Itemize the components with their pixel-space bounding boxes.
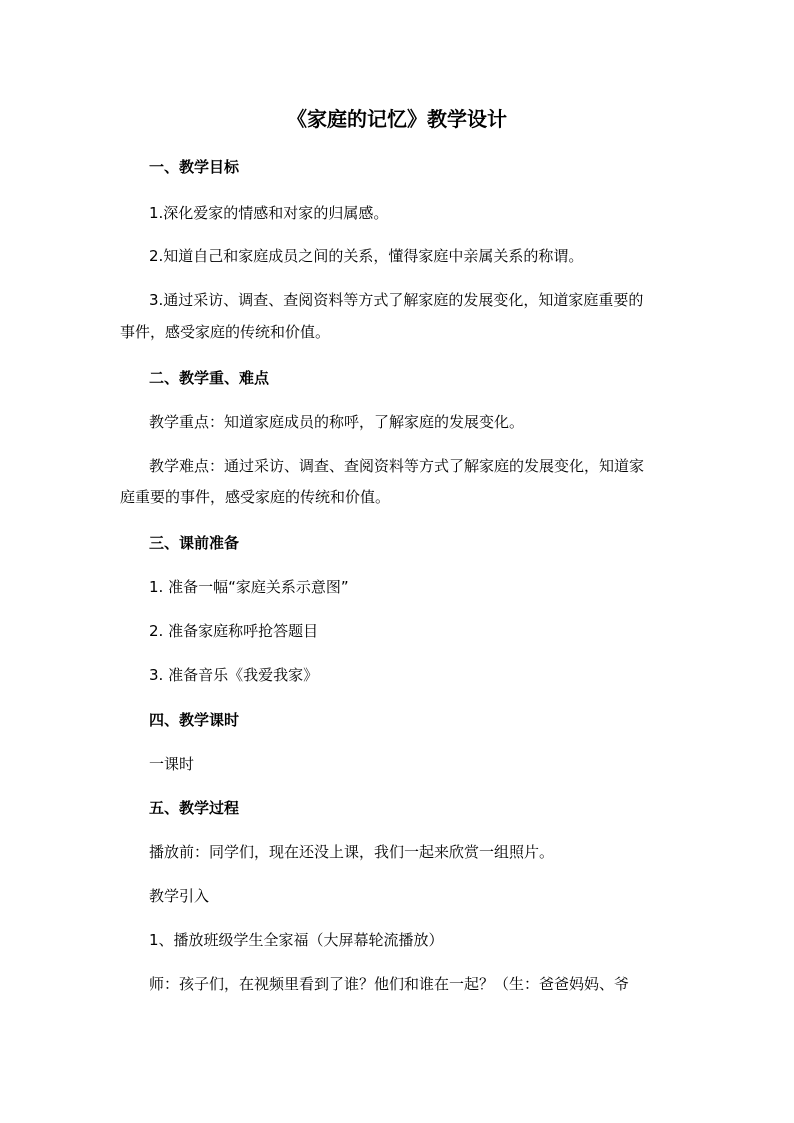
difficult-point: 教学难点：通过采访、调查、查阅资料等方式了解家庭的发展变化，知道家 <box>149 457 645 475</box>
class-hours-value: 一课时 <box>149 755 195 773</box>
difficult-point-continued: 庭重要的事件，感受家庭的传统和价值。 <box>120 488 391 506</box>
preparation-item-1: 1. 准备一幅“家庭关系示意图” <box>149 578 349 596</box>
document-title: 《家庭的记忆》教学设计 <box>287 107 507 131</box>
process-teacher-question: 师：孩子们，在视频里看到了谁？他们和谁在一起？（生：爸爸妈妈、爷 <box>149 975 630 993</box>
heading-preparation: 三、课前准备 <box>149 534 240 552</box>
heading-teaching-process: 五、教学过程 <box>149 799 240 817</box>
goal-1: 1.深化爱家的情感和对家的归属感。 <box>149 204 389 222</box>
preparation-item-3: 3. 准备音乐《我爱我家》 <box>149 666 319 684</box>
process-introduction: 教学引入 <box>149 887 210 905</box>
heading-teaching-goals: 一、教学目标 <box>149 158 240 176</box>
key-point: 教学重点：知道家庭成员的称呼，了解家庭的发展变化。 <box>149 413 525 431</box>
goal-2: 2.知道自己和家庭成员之间的关系，懂得家庭中亲属关系的称谓。 <box>149 247 584 265</box>
goal-3-continued: 事件，感受家庭的传统和价值。 <box>120 323 331 341</box>
heading-key-points: 二、教学重、难点 <box>149 369 270 387</box>
process-step-1: 1、播放班级学生全家福（大屏幕轮流播放） <box>149 931 444 949</box>
process-before-class: 播放前：同学们，现在还没上课，我们一起来欣赏一组照片。 <box>149 843 555 861</box>
preparation-item-2: 2. 准备家庭称呼抢答题目 <box>149 622 319 640</box>
goal-3: 3.通过采访、调查、查阅资料等方式了解家庭的发展变化，知道家庭重要的 <box>149 291 644 309</box>
heading-class-hours: 四、教学课时 <box>149 711 240 729</box>
